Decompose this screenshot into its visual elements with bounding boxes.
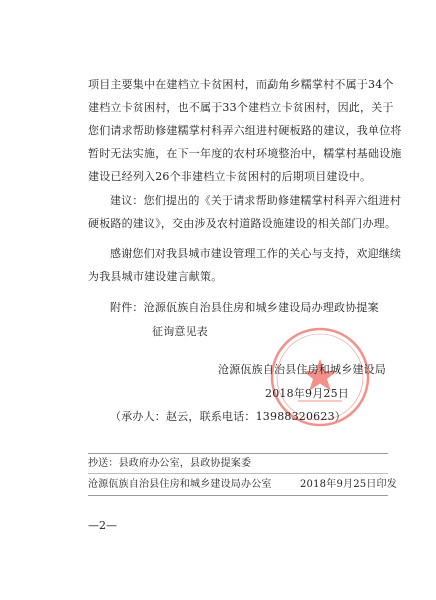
footer-rule	[88, 453, 388, 454]
body-line: 建档立卡贫困村，也不属于33个建档立卡贫困村，因此，关于	[88, 101, 394, 114]
body-line: 为我县城市建设建言献策。	[88, 270, 223, 283]
body-line: 暂时无法实施，在下一年度的农村环境整治中，糯掌村基础设施	[88, 147, 402, 160]
footer-rule	[88, 495, 388, 496]
signature-date: 2018年9月25日	[265, 387, 349, 400]
contact-line: （承办人：赵云，联系电话：13988320623）	[110, 410, 346, 423]
body-line: 建设已经列入26个非建档立卡贫困村的后期项目建设中。	[88, 170, 372, 183]
body-line: 您们请求帮助修建糯掌村科弄六组进村硬板路的建议，我单位将	[88, 124, 402, 137]
signature-org: 沧源佤族自治县住房和城乡建设局	[218, 363, 386, 376]
cc-line: 抄送：县政府办公室，县政协提案委	[88, 458, 252, 469]
attachment-line: 附件：沧源佤族自治县住房和城乡建设局办理政协提案	[110, 301, 379, 314]
issue-date: 2018年9月25日印发	[300, 479, 397, 490]
issuer-line: 沧源佤族自治县住房和城乡建设局办公室	[88, 479, 272, 490]
body-line: 感谢您们对我县城市建设管理工作的关心与支持，欢迎继续	[110, 247, 402, 260]
attachment-line: 征询意见表	[152, 325, 208, 338]
footer-rule	[88, 473, 388, 474]
body-line: 建议：您们提出的《关于请求帮助修建糯掌村科弄六组进村	[110, 194, 402, 207]
body-line: 硬板路的建议》，交由涉及农村道路设施建设的相关部门办理。	[88, 217, 397, 230]
page-number: —2—	[88, 519, 117, 532]
body-line: 项目主要集中在建档立卡贫困村，而勐角乡糯掌村不属于34个	[88, 78, 394, 91]
